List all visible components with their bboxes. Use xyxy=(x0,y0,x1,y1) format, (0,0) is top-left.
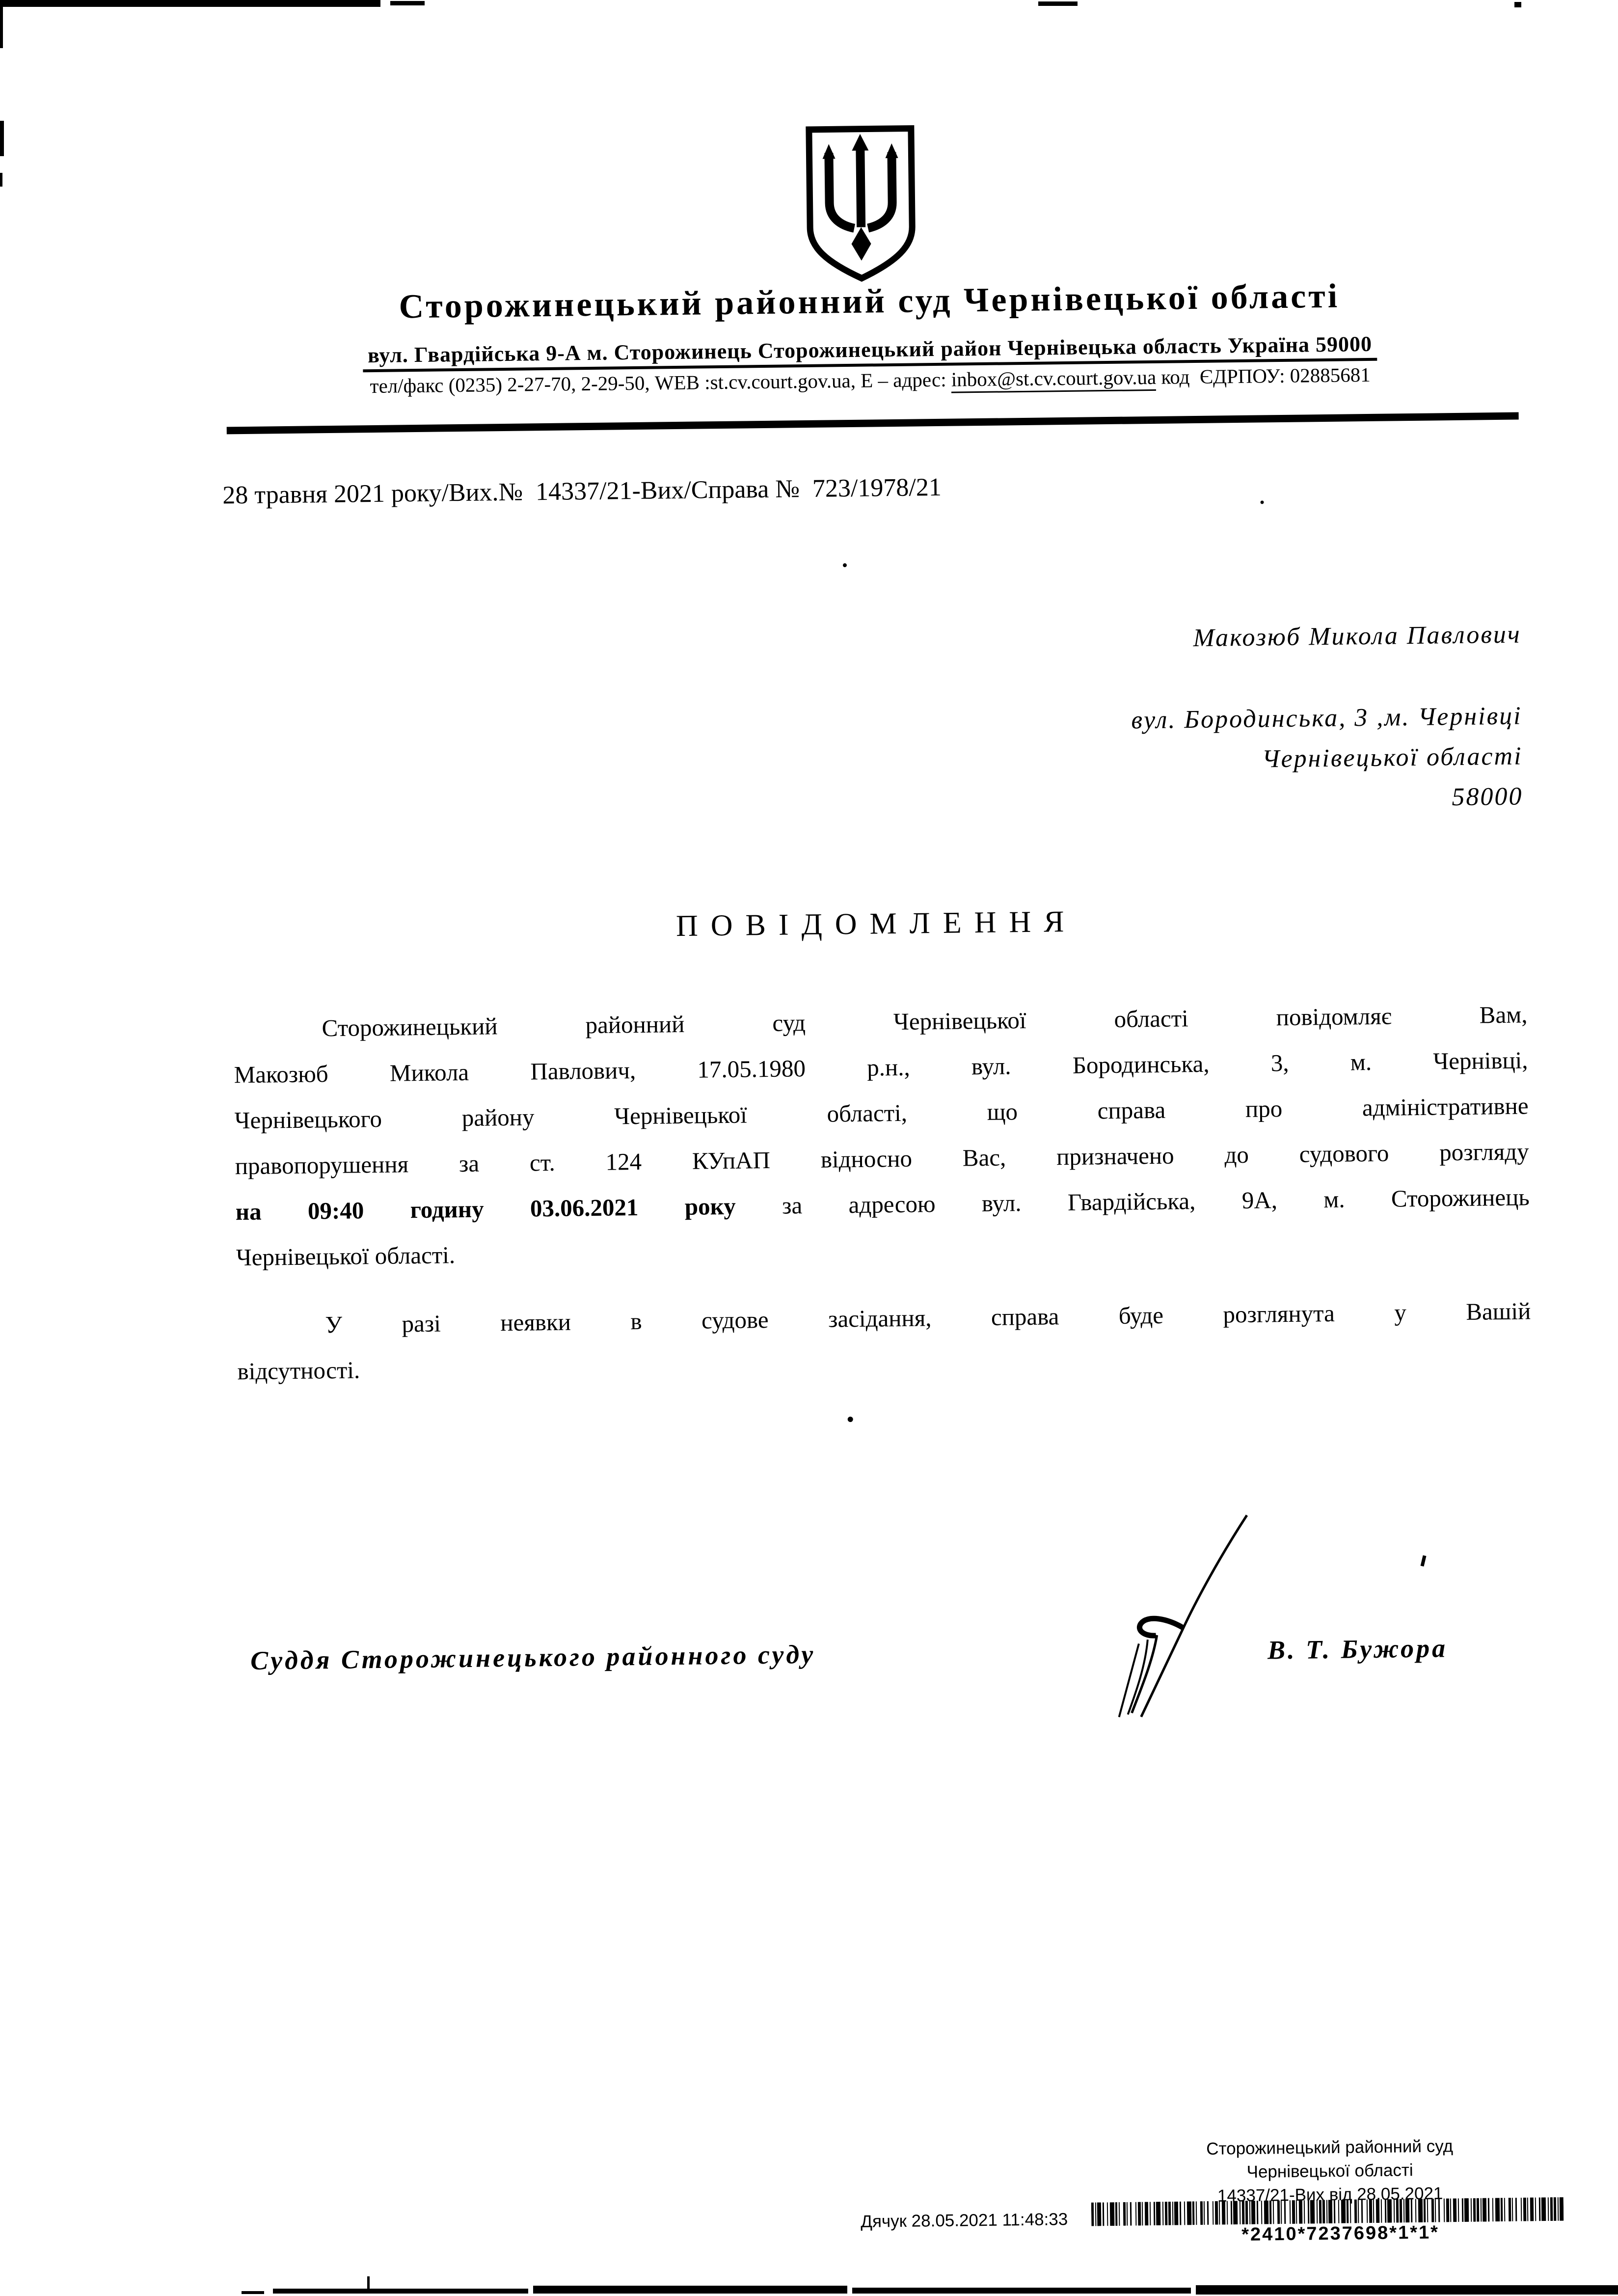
stamp-court-line1: Сторожинецький районний суд xyxy=(1206,2136,1454,2159)
ink-dot xyxy=(843,563,847,567)
barcode-text: *2410*7237698*1*1* xyxy=(1241,2222,1440,2245)
recipient-name: Макозюб Микола Павлович xyxy=(1193,620,1521,653)
judge-signature-icon xyxy=(1033,1511,1261,1725)
body-line: Макозюб Микола Павлович, 17.05.1980 р.н., вул. Бородинська, 3, м. Чернівці, xyxy=(234,1046,1528,1089)
court-edrpou: код ЄДРПОУ: 02885681 xyxy=(1156,363,1371,388)
reference-line: 28 травня 2021 року/Вих.№ 14337/21-Вих/Справа № 723/1978/21 xyxy=(222,473,942,510)
ink-dot xyxy=(848,1417,853,1422)
notice-body xyxy=(233,991,1532,1394)
body-paragraph-2 xyxy=(237,1288,1532,1394)
judge-name: В. Т. Бужора xyxy=(1267,1633,1448,1665)
ink-dot xyxy=(1261,500,1264,504)
body-line: У разі неявки в судове засідання, справа буде розглянута у Вашій xyxy=(325,1297,1531,1339)
notice-title: ПОВІДОМЛЕННЯ xyxy=(675,904,1077,943)
court-email: inbox@st.cv.court.gov.ua xyxy=(951,366,1157,393)
hearing-address: за адресою вул. Гвардійська, 9А, м. Сторожинець xyxy=(735,1183,1530,1220)
body-paragraph-1 xyxy=(233,991,1530,1280)
barcode-icon xyxy=(1091,2197,1564,2226)
court-name: Сторожинецький районний суд Чернівецької області xyxy=(399,277,1340,326)
recipient-region: Чернівецької області xyxy=(1262,742,1523,773)
recipient-postal-code: 58000 xyxy=(1452,782,1523,812)
body-line: відсутності. xyxy=(237,1356,360,1385)
header-divider xyxy=(227,412,1519,435)
body-line: Чернівецького району Чернівецької області, що справа про адміністративне xyxy=(234,1092,1529,1134)
ink-tick xyxy=(1421,1555,1427,1566)
body-line: Сторожинецький районний суд Чернівецької області повідомляє Вам, xyxy=(322,1001,1528,1042)
recipient-address: вул. Бородинська, 3 ,м. Чернівці xyxy=(1131,702,1522,735)
recipient-block xyxy=(1050,619,1523,822)
stamp-operator: Дячук 28.05.2021 11:48:33 xyxy=(861,2210,1068,2231)
court-contacts-text: тел/факс (0235) 2-27-70, 2-29-50, WEB :st.cv.court.gov.ua, Е – адрес: xyxy=(370,368,952,398)
body-line: правопорушення за ст. 124 КУпАП відносно Вас, призначено до судового розгляду xyxy=(235,1138,1529,1180)
court-address-text: вул. Гвардійська 9-А м. Сторожинець Сторожинецький район Чернівецька область Україна 59000 xyxy=(363,332,1377,372)
stamp-doc-ref: 14337/21-Вих від 28.05.2021 xyxy=(1217,2184,1443,2206)
judge-role: Суддя Сторожинецького районного суду xyxy=(250,1639,816,1675)
stamp-court-line2: Чернівецької області xyxy=(1246,2160,1413,2182)
body-line: Чернівецької області. xyxy=(236,1241,456,1271)
stamp-block xyxy=(1150,2134,1510,2209)
coat-of-arms-ukraine-icon xyxy=(801,122,921,286)
hearing-datetime: на 09:40 годину 03.06.2021 року xyxy=(235,1192,736,1226)
